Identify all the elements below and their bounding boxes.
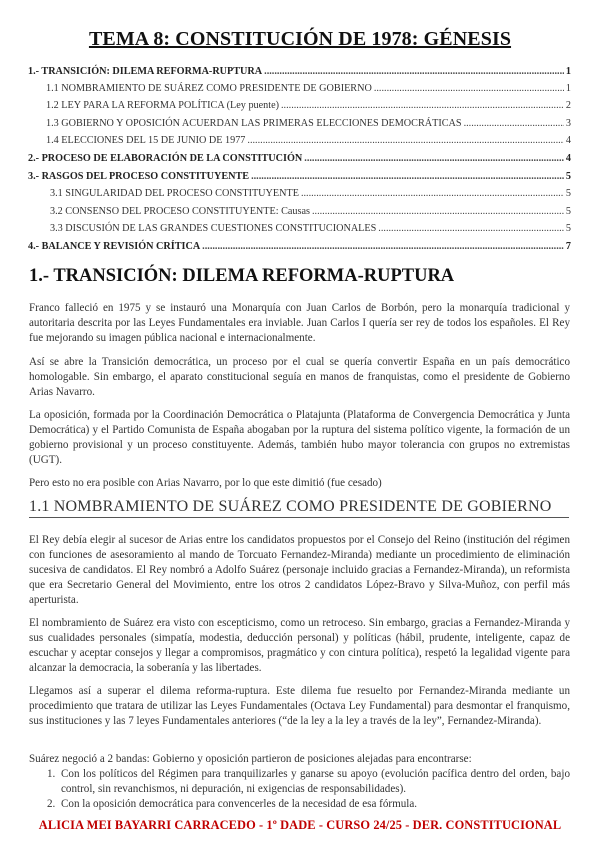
toc-entry-1-2[interactable]: [46, 100, 571, 111]
toc-page-number: 2: [565, 100, 571, 111]
numbered-list: [29, 767, 570, 812]
section-1-paragraph: Así se abre la Transición democrática, un proceso por el cual se quería convertir España en un país democrático homologable. Sin embargo, el aparato constitucional seguía en manos de franquistas, como el presidente de Gobierno Arias Navarro.: [29, 356, 570, 399]
toc-page-number: 4: [565, 135, 571, 146]
toc-page-number: 1: [565, 83, 571, 94]
list-item-number: 1.: [47, 768, 56, 780]
toc-entry-2[interactable]: [28, 153, 571, 164]
toc-page-number: 3: [565, 118, 571, 129]
toc-entry-text: 1.- TRANSICIÓN: DILEMA REFORMA-RUPTURA: [28, 66, 263, 77]
toc-page-number: 1: [565, 66, 571, 77]
toc-entry-3-2[interactable]: [50, 206, 571, 217]
toc-page-number: 5: [565, 206, 571, 217]
list-item-text: Con la oposición democrática para convencerles de la necesidad de esa fórmula.: [61, 798, 418, 811]
toc-leader: [374, 83, 564, 94]
toc-entry-1[interactable]: [28, 66, 571, 77]
toc-page-number: 5: [565, 171, 571, 182]
toc-leader: [264, 66, 564, 77]
toc-entry-3[interactable]: [28, 171, 571, 182]
toc-entry-text: 1.2 LEY PARA LA REFORMA POLÍTICA (Ley puente): [46, 100, 279, 111]
toc-entry-text: 3.2 CONSENSO DEL PROCESO CONSTITUYENTE: Causas: [50, 206, 310, 217]
document-title: TEMA 8: CONSTITUCIÓN DE 1978: GÉNESIS: [88, 28, 512, 50]
toc-leader: [281, 100, 564, 111]
toc-leader: [304, 153, 564, 164]
section-1-1-paragraph: Suárez negoció a 2 bandas: Gobierno y oposición partieron de posiciones alejadas para encontrarse:: [29, 753, 472, 765]
section-1-1-paragraph: El nombramiento de Suárez era visto con escepticismo, como un retroceso. Sin embargo, gracias a Fernandez-Miranda y sus cualidades personales (simpatía, modestia, deducción personal) y políticas (hábil, prudente, inteligente, capaz de escuchar y aceptar consejos y llegar a compromisos, pragmático y con cintura política), respetó la legalidad vigente para alcanzar la democracia, la soberanía y las libertades.: [29, 617, 570, 675]
toc-entry-1-1[interactable]: [46, 83, 571, 94]
list-item: [29, 767, 570, 797]
toc-page-number: 5: [565, 188, 571, 199]
toc-leader: [251, 171, 564, 182]
page-footer: ALICIA MEI BAYARRI CARRACEDO - 1º DADE - CURSO 24/25 - DER. CONSTITUCIONAL: [38, 818, 562, 832]
toc-entry-text: 1.4 ELECCIONES DEL 15 DE JUNIO DE 1977: [46, 135, 246, 146]
section-1-paragraph: Pero esto no era posible con Arias Navarro, por lo que este dimitió (fue cesado): [29, 477, 382, 489]
section-1-1-paragraph: Llegamos así a superar el dilema reforma-ruptura. Este dilema fue resuelto por Fernandez-Miranda mediante un procedimiento que tratara de utilizar las Leyes Fundamentales (Octava Ley Fundamental) para desmontar el franquismo, sus instituciones y las 7 leyes Fundamentales anteriores (“de la ley a la ley a través de la ley”, Fernandez-Miranda).: [29, 685, 570, 728]
list-item-number: 2.: [47, 798, 56, 811]
toc-leader: [312, 206, 564, 217]
toc-entry-4[interactable]: [28, 241, 571, 252]
toc-page-number: 7: [565, 241, 571, 252]
section-1-heading: 1.- TRANSICIÓN: DILEMA REFORMA-RUPTURA: [29, 266, 455, 286]
toc-entry-text: 3.3 DISCUSIÓN DE LAS GRANDES CUESTIONES CONSTITUCIONALES: [50, 223, 377, 234]
toc-leader: [247, 135, 564, 146]
list-item-text: Con los políticos del Régimen para tranquilizarles y ganarse su apoyo (evolución pacífica dentro del orden, bajo control, sin revanchismos, ni depuración, ni exigencias de responsabilidades).: [61, 768, 570, 796]
toc-entry-3-1[interactable]: [50, 188, 571, 199]
toc-entry-1-3[interactable]: [46, 118, 571, 129]
section-1-1-heading: 1.1 NOMBRAMIENTO DE SUÁREZ COMO PRESIDENTE DE GOBIERNO: [29, 498, 569, 518]
section-1-paragraph: La oposición, formada por la Coordinación Democrática o Platajunta (Plataforma de Convergencia Democrática y Junta Democrática) y el Partido Comunista de España abogaban por la ruptura del sistema político vigente, la formación de un gobierno provisional y un proceso constituyente. Además, también hubo mayor tolerancia con grupos no extremistas (UGT).: [29, 409, 570, 467]
list-item: [29, 797, 570, 812]
toc-entry-1-4[interactable]: [46, 135, 571, 146]
toc-leader: [301, 188, 564, 199]
toc-page-number: 5: [565, 223, 571, 234]
toc-entry-text: 2.- PROCESO DE ELABORACIÓN DE LA CONSTITUCIÓN: [28, 153, 303, 164]
toc-entry-text: 1.3 GOBIERNO Y OPOSICIÓN ACUERDAN LAS PRIMERAS ELECCIONES DEMOCRÁTICAS: [46, 118, 462, 129]
toc-entry-text: 4.- BALANCE Y REVISIÓN CRÍTICA: [28, 241, 201, 252]
toc-page-number: 4: [565, 153, 571, 164]
section-1-paragraph: Franco falleció en 1975 y se instauró una Monarquía con Juan Carlos de Borbón, pero la monarquía tradicional y autoritaria descrita por las Leyes Fundamentales era inviable. Juan Carlos I quería ser rey de todos los españoles. El Rey fue mejorando su imagen pública nacional e internacionalmente.: [29, 302, 570, 345]
toc-leader: [464, 118, 564, 129]
toc-leader: [378, 223, 564, 234]
toc-entry-3-3[interactable]: [50, 223, 571, 234]
toc-entry-text: 3.- RASGOS DEL PROCESO CONSTITUYENTE: [28, 171, 250, 182]
toc-entry-text: 1.1 NOMBRAMIENTO DE SUÁREZ COMO PRESIDENTE DE GOBIERNO: [46, 83, 372, 94]
toc-entry-text: 3.1 SINGULARIDAD DEL PROCESO CONSTITUYENTE: [50, 188, 299, 199]
section-1-1-paragraph: El Rey debía elegir al sucesor de Arias entre los candidatos propuestos por el Consejo del Reino (institución del régimen con funciones de asesoramiento al mando de Torcuato Fernandez-Miranda) mediante un procedimiento de eliminación sucesiva de candidatos. El Rey nombró a Adolfo Suárez (personaje incluido gracias a Fernandez-Miranda), un reformista que era Secretario General del Movimiento, entre los otros 2 candidatos López-Bravo y Silva-Muñoz, con perfil más aperturista.: [29, 534, 570, 607]
toc-leader: [202, 241, 564, 252]
